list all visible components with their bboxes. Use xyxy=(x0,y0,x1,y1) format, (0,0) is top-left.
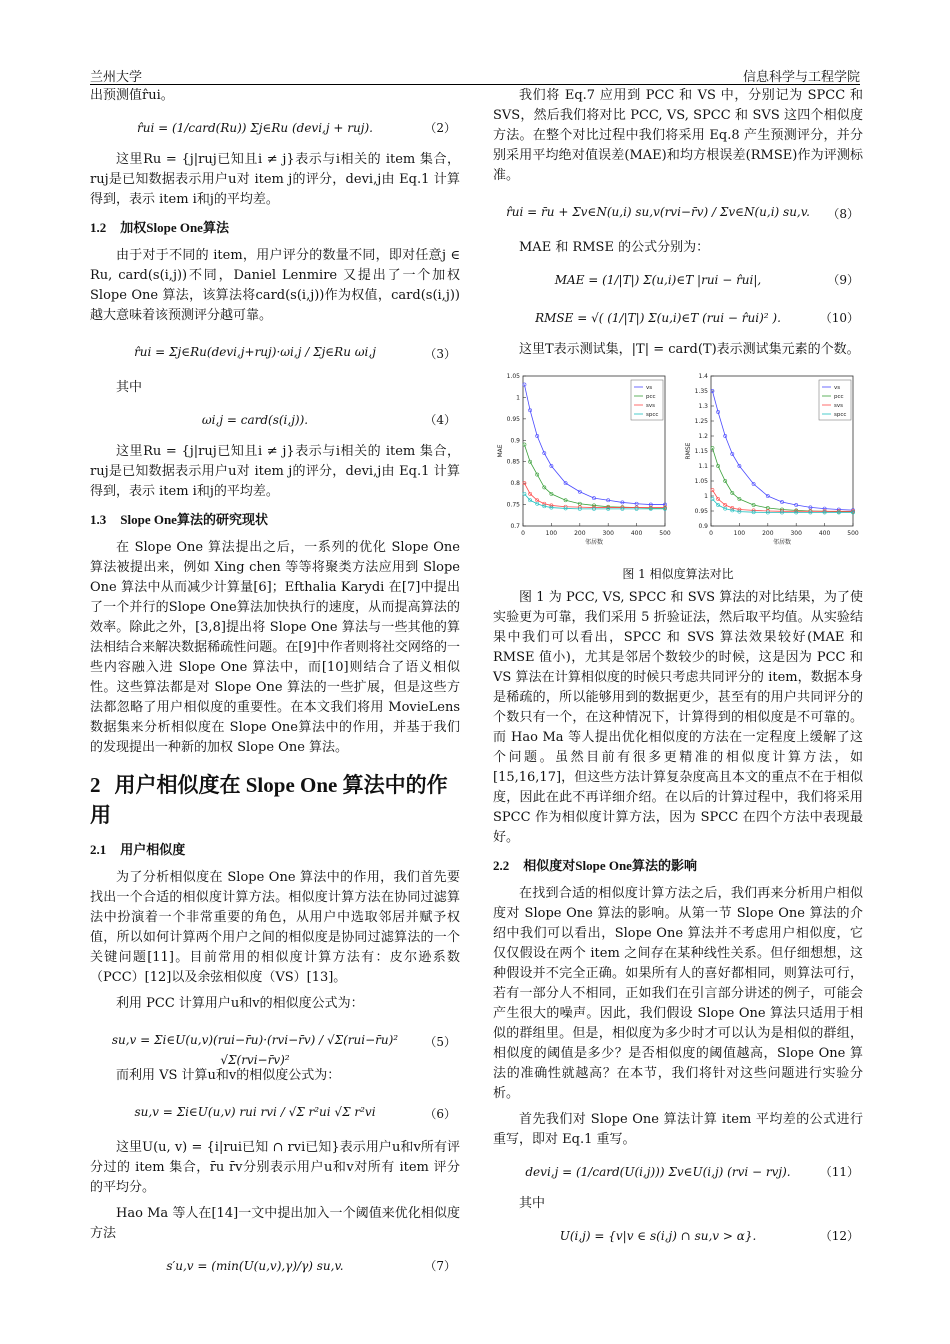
equation-body: devi,j = (1/card(U(i,j))) Σv∈U(i,j) (rvi − rvj). xyxy=(525,1165,791,1179)
section-heading-2-1 xyxy=(90,840,460,860)
paragraph: 其中 xyxy=(519,1196,546,1211)
equation-body: r̂ui = r̄u + Σv∈N(u,i) su,v(rvi−r̄v) / Σv∈N(u,i) su,v. xyxy=(506,205,810,219)
y-tick-label: 1.3 xyxy=(698,403,708,410)
equation-4 xyxy=(90,404,460,434)
paragraph: 这里U(u, v) = {i|rui已知 ∩ rvi已知}表示用户u和v所有评分过的 item 集合，r̄u r̄v分别表示用户u和v对所有 item 评分的平均分。 xyxy=(90,1140,460,1195)
equation-number: （10） xyxy=(819,311,859,325)
paragraph: MAE 和 RMSE 的公式分别为： xyxy=(519,240,710,255)
y-tick-label: 1.15 xyxy=(694,448,708,455)
legend-label: pcc xyxy=(834,394,844,400)
paragraph: 图 1 为 PCC, VS, SPCC 和 SVS 算法的对比结果，为了使实验更为可靠，我们采用 5 折验证法，然后取平均值。从实验结果中我们可以看出，SPCC 和 SVS 算法效果较好(MAE 和 RMSE 值小)，尤其是邻居个数较少的时候，这是因为 PCC 和 VS 算法在计算相似度的时候只考虑共同评分的 item，数据本身是稀疏的，所以能够用到的数据更少，甚至有的用户共同评分的个数只有一个，在这种情况下，计算得到的相似度是不可靠的。而 Hao Ma 等人提出优化相似度的方法在一定程度上缓解了这个问题。虽然目前有很多更精准的相似度计算方法，如[15,16,17]，但这些方法计算复杂度高且本文的重点不在于相似度，因此在此不再详细介绍。在以后的计算过程中，我们将采用 SPCC 作为相似度计算方法，因为 SPCC 在四个方法中表现最好。 xyxy=(493,590,863,845)
x-tick-label: 100 xyxy=(733,530,746,537)
rmse-chart xyxy=(681,370,863,560)
paragraph: 在 Slope One 算法提出之后，一系列的优化 Slope One 算法被提出来，例如 Xing chen 等等将聚类方法应用到 Slope One 算法中从而减少计算量[6]；Efthalia Karydi 在[7]中提出了一个并行的Slope One算法加快执行的速度，从而提高算法的效率。除此之外，[3,8]提出将 Slope One 算法与一些其他的算法相结合来解决数据稀疏性问题。在[9]中作者则将社交网络的一些内容融入进 Slope One 算法中，而[10]则结合了语义相似性。这些算法都是对 Slope One 算法的一些扩展，但是这些方法都忽略了用户相似度的重要性。在本文我们将用 MovieLens 数据集来分析相似度在 Slope One算法中的作用，并基于我们的发现提出一种新的加权 Slope One 算法。 xyxy=(90,540,460,755)
y-tick-label: 0.8 xyxy=(510,480,520,488)
x-tick-label: 0 xyxy=(521,530,525,537)
section-number: 2 xyxy=(90,773,101,797)
paragraph: 这里Ru = {j|ruj已知且i ≠ j}表示与i相关的 item 集合，ruj是已知数据表示用户u对 item j的评分，devi,j由 Eq.1 计算得到，表示 item i和j的平均差。 xyxy=(90,444,460,499)
paragraph: 为了分析相似度在 Slope One 算法中的作用，我们首先要找出一个合适的相似度计算方法。相似度计算方法在协同过滤算法中扮演着一个非常重要的角色，从用户中选取邻居并赋予权值，所以如何计算两个用户之间的相似度是协同过滤算法的一个关键问题[11]。目前常用的相似度计算方法有：皮尔逊系数（PCC）[12]以及余弦相似度（VS）[13]。 xyxy=(90,870,460,985)
equation-number: （12） xyxy=(819,1229,859,1243)
x-tick-label: 500 xyxy=(659,530,671,537)
equation-2 xyxy=(90,112,460,142)
paragraph: 由于对于不同的 item，用户评分的数量不同，即对任意j ∈ Ru, card(s(i,j))不同，Daniel Lenmire 又提出了一个加权 Slope One 算法，该算法将card(s(i,j))作为权值，card(s(i,j))越大意味着该预测评分越可靠。 xyxy=(90,248,460,323)
legend-label: svs xyxy=(646,403,655,409)
paragraph: 我们将 Eq.7 应用到 PCC 和 VS 中，分别记为 SPCC 和 SVS，然后我们将对比 PCC, VS, SPCC 和 SVS 这四个相似度方法。在整个对比过程中我们将采用 Eq.8 产生预测评分，并分别采用平均绝对值误差(MAE)和均方根误差(RMSE)作为评测标准。 xyxy=(493,88,863,183)
x-tick-label: 200 xyxy=(574,530,586,537)
equation-body: su,v = Σi∈U(u,v)(rui−r̄u)·(rvi−r̄v) / √Σ(rui−r̄u)² √Σ(rvi−r̄v)² xyxy=(111,1033,399,1067)
x-tick-label: 100 xyxy=(545,530,558,537)
x-tick-label: 400 xyxy=(630,530,643,537)
mae-chart xyxy=(493,370,675,560)
section-title: 用户相似度 xyxy=(120,842,186,857)
equation-body: ωi,j = card(s(i,j)). xyxy=(201,413,309,427)
left-column xyxy=(90,86,460,1288)
equation-body: U(i,j) = {v|v ∈ s(i,j) ∩ su,v > α}. xyxy=(559,1229,757,1243)
section-number: 1.2 xyxy=(90,220,107,235)
x-tick-label: 0 xyxy=(709,530,713,537)
equation-number: （6） xyxy=(424,1107,456,1121)
figure-caption: 图 1 相似度算法对比 xyxy=(622,567,734,581)
paragraph: 在找到合适的相似度计算方法之后，我们再来分析用户相似度对 Slope One 算法的影响。从第一节 Slope One 算法的介绍中我们可以看出，Slope One 算法并不考虑用户相似度，它仅仅假设在两个 item 之间存在某种线性关系。但仔细想想，这种假设并不完全正确。如果所有人的喜好都相同，则算法可行，若有一部分人不相同，正如我们在引言部分讲述的例子，可能会产生很大的噪声。因此，我们假设 Slope One 算法只适用于相似的群组里。但是，相似度为多少时才可以认为是相似的群组，相似度的阈值是多少？是否相似度的阈值越高，Slope One 算法的准确性就越高？在本节，我们将针对这些问题进行实验分析。 xyxy=(493,886,863,1101)
section-number: 2.2 xyxy=(493,858,510,873)
equation-number: （2） xyxy=(424,121,456,135)
equation-12 xyxy=(493,1220,863,1250)
x-tick-label: 400 xyxy=(818,530,831,537)
equation-7 xyxy=(90,1250,460,1280)
y-tick-label: 1.05 xyxy=(506,373,520,380)
y-tick-label: 1.35 xyxy=(694,388,708,395)
y-tick-label: 0.95 xyxy=(506,415,520,423)
y-tick-label: 0.95 xyxy=(694,508,708,515)
y-tick-label: 1.1 xyxy=(698,463,708,470)
section-title: 相似度对Slope One算法的影响 xyxy=(523,858,697,873)
y-tick-label: 1 xyxy=(704,493,708,500)
section-title: 用户相似度在 Slope One 算法中的作用 xyxy=(90,773,448,827)
equation-8 xyxy=(493,192,863,230)
y-tick-label: 1.4 xyxy=(698,373,708,380)
section-number: 1.3 xyxy=(90,512,107,527)
legend-label: spcc xyxy=(834,412,847,418)
equation-body: su,v = Σi∈U(u,v) rui rvi / √Σ r²ui √Σ r²vi xyxy=(134,1105,376,1119)
equation-number: （5） xyxy=(424,1035,456,1049)
equation-body: r̂ui = (1/card(Ru)) Σj∈Ru (devi,j + ruj). xyxy=(137,121,373,135)
y-tick-label: 1.2 xyxy=(698,433,708,440)
x-tick-label: 300 xyxy=(790,530,802,537)
y-tick-label: 1.25 xyxy=(694,418,708,425)
y-axis-label: MAE xyxy=(497,444,504,458)
y-tick-label: 0.7 xyxy=(510,523,520,530)
equation-body: r̂ui = Σj∈Ru(devi,j+ruj)·ωi,j / Σj∈Ru ωi,j xyxy=(134,345,376,359)
legend-label: vs xyxy=(646,385,653,391)
paragraph: 这里T表示测试集，|T| = card(T)表示测试集元素的个数。 xyxy=(519,342,860,357)
y-tick-label: 0.85 xyxy=(506,458,520,466)
figure-1 xyxy=(493,370,863,560)
equation-11 xyxy=(493,1156,863,1186)
paragraph: 这里Ru = {j|ruj已知且i ≠ j}表示与i相关的 item 集合，ruj是已知数据表示用户u对 item j的评分，devi,j由 Eq.1 计算得到，表示 item i和j的平均差。 xyxy=(90,152,460,207)
right-column xyxy=(493,86,863,1258)
x-tick-label: 300 xyxy=(602,530,614,537)
paragraph: 出预测值r̂ui。 xyxy=(90,88,174,103)
equation-10 xyxy=(493,302,863,332)
paragraph: Hao Ma 等人在[14]一文中提出加入一个阈值来优化相似度方法 xyxy=(90,1206,460,1241)
running-header-right: 信息科学与工程学院 xyxy=(742,70,860,85)
x-axis-label: 邻居数 xyxy=(584,539,604,546)
x-axis-label: 邻居数 xyxy=(772,539,792,546)
section-heading-1-3 xyxy=(90,510,460,530)
y-tick-label: 0.75 xyxy=(506,501,520,509)
y-tick-label: 0.9 xyxy=(510,437,520,445)
header-rule xyxy=(90,84,860,85)
equation-number: （9） xyxy=(827,273,859,287)
equation-number: （11） xyxy=(819,1165,859,1179)
equation-body: MAE = (1/|T|) Σ(u,i)∈T |rui − r̂ui|, xyxy=(554,273,762,287)
y-tick-label: 1 xyxy=(516,394,520,402)
section-number: 2.1 xyxy=(90,842,107,857)
legend-label: svs xyxy=(834,403,843,409)
y-axis-label: RMSE xyxy=(685,442,692,460)
equation-6 xyxy=(90,1092,460,1130)
section-title: 加权Slope One算法 xyxy=(120,220,229,235)
running-header-left: 兰州大学 xyxy=(90,70,143,85)
equation-9 xyxy=(493,264,863,294)
section-heading-1-2 xyxy=(90,218,460,238)
equation-3 xyxy=(90,332,460,370)
legend-label: spcc xyxy=(646,412,659,418)
equation-number: （3） xyxy=(424,347,456,361)
equation-number: （7） xyxy=(424,1259,456,1273)
legend-label: pcc xyxy=(646,394,656,400)
paragraph: 利用 PCC 计算用户u和v的相似度公式为： xyxy=(116,996,364,1011)
section-heading-2-2 xyxy=(493,856,863,876)
x-tick-label: 200 xyxy=(762,530,774,537)
x-tick-label: 500 xyxy=(847,530,859,537)
paragraph: 其中 xyxy=(116,380,143,395)
y-tick-label: 0.9 xyxy=(698,523,708,530)
legend-label: vs xyxy=(834,385,841,391)
equation-number: （8） xyxy=(827,207,859,221)
equation-body: s′u,v = (min(U(u,v),γ)/γ) su,v. xyxy=(166,1259,344,1273)
equation-number: （4） xyxy=(424,413,456,427)
y-tick-label: 1.05 xyxy=(694,478,708,485)
section-heading-2 xyxy=(90,770,460,830)
paragraph: 首先我们对 Slope One 算法计算 item 平均差的公式进行重写，即对 Eq.1 重写。 xyxy=(493,1112,863,1147)
equation-body: RMSE = √( (1/|T|) Σ(u,i)∈T (rui − r̂ui)² ). xyxy=(535,311,781,325)
paragraph: 而利用 VS 计算u和v的相似度公式为： xyxy=(116,1068,341,1083)
section-title: Slope One算法的研究现状 xyxy=(120,512,268,527)
equation-5 xyxy=(90,1020,460,1067)
